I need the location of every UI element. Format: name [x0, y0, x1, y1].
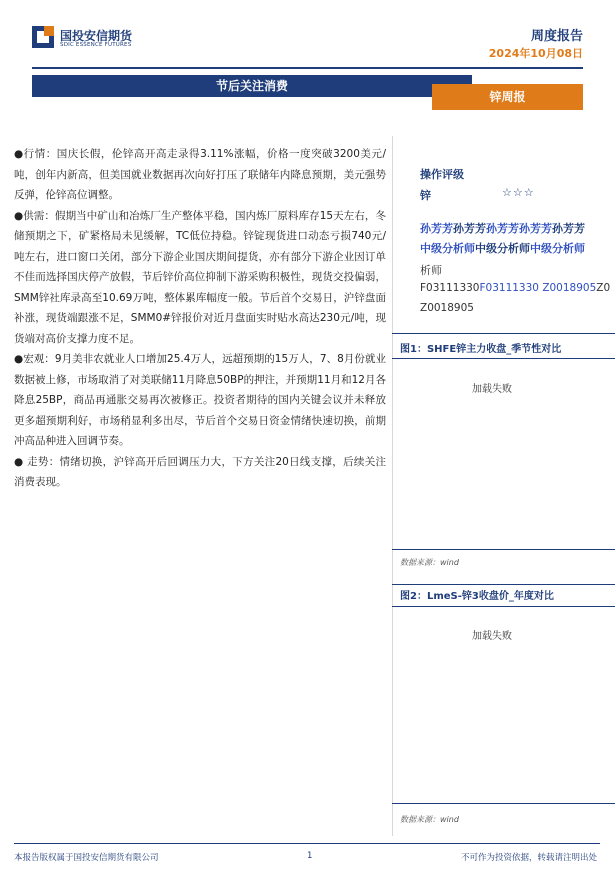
figure-2-source: 数据来源：wind	[400, 815, 459, 824]
analyst-title: 中级分析师	[475, 242, 530, 255]
paragraph-macro: ●宏观：9月美非农就业人口增加25.4万人，远超预期的15万人，7、8月份就业数据被上修，市场取消了对美联储11月降息50BP的押注，并预期11月和12月各降息25BP，商品再通胀交易再次被修正。投资者期待的国内关键会议并未释放更多超预期利好，市场稍显利多出尽，节后首个交易日资金情绪快速切换，前期冲高品种进入回调节奏。	[14, 353, 386, 447]
analyst-title-tail: 析师	[420, 264, 442, 277]
rating-title: 操作评级	[420, 168, 464, 181]
analyst-license: Z0018905	[542, 282, 597, 294]
figure-1-bottom-rule	[392, 549, 615, 550]
rating-label: 锌	[420, 189, 431, 202]
footer-copyright: 本报告版权属于国投安信期货有限公司	[14, 853, 159, 863]
analyst-license: Z0	[596, 282, 611, 294]
analyst-license: F03111330	[420, 282, 480, 294]
figure-2-top-rule	[392, 584, 615, 585]
analyst-license: F03111330	[479, 282, 539, 294]
footer-divider	[14, 843, 600, 844]
logo-chinese-name: 国投安信期货	[60, 29, 133, 43]
analyst-name: 孙芳芳	[453, 222, 486, 235]
header-divider	[32, 67, 583, 69]
analyst-license-line-2: Z0018905	[420, 302, 474, 314]
figure-1-source: 数据来源：wind	[400, 558, 459, 567]
analyst-name: 孙芳芳	[486, 222, 519, 235]
page-number: 1	[307, 851, 313, 861]
footer-disclaimer: 不可作为投资依据，转载请注明出处	[460, 853, 597, 863]
analyst-name: 孙芳芳	[519, 222, 552, 235]
rating-stars: ☆☆☆	[502, 186, 535, 199]
company-logo	[32, 26, 142, 52]
figure-2-load-failed: 加载失败	[472, 631, 512, 642]
figure-1-title: 图1：SHFE锌主力收盘_季节性对比	[400, 344, 562, 355]
figure-1-load-failed: 加载失败	[472, 384, 512, 395]
figure-1-top-rule	[392, 333, 615, 334]
sidebar-panel	[392, 136, 615, 836]
paragraph-supply-demand: ●供需：假期当中矿山和冶炼厂生产整体平稳，国内炼厂原料库存15天左右，冬储预期之下，矿紧格局未见缓解，TC低位持稳。锌锭现货进口动态亏损740元/吨左右，进口窗口关闭，部分下游企业国庆期间提货，亦有部分下游企业因订单不佳而选择国庆停产放假，节后锌价高位抑制下游采购积极性，现货交投偏弱，SMM锌社库录高至10.69万吨，整体累库幅度一般。节后首个交易日，沪锌盘面补涨，现货端跟涨不足，SMM0#锌报价对近月盘面实时贴水高达230元/吨，现货端对高价支撑力度不足。	[14, 209, 386, 345]
report-type: 周度报告	[530, 29, 583, 44]
paragraph-market: ●行情：国庆长假，伦锌高开高走录得3.11%涨幅，价格一度突破3200美元/吨，创年内新高，但美国就业数据再次向好打压了联储年内降息预期，美元强势反弹，伦锌高位调整。	[14, 148, 386, 201]
logo-english-name: SDIC ESSENCE FUTURES	[60, 42, 132, 48]
sidebar-divider	[392, 136, 393, 836]
paragraph-trend: ● 走势：情绪切换，沪锌高开后回调压力大，下方关注20日线支撑，后续关注消费表现。	[14, 455, 386, 488]
analyst-license-line	[420, 282, 610, 294]
report-category-tag: 锌周报	[432, 84, 583, 110]
figure-2-title: 图2：LmeS-锌3收盘价_年度对比	[400, 591, 554, 602]
report-body	[14, 144, 386, 493]
figure-2-bottom-rule	[392, 803, 615, 804]
logo-mark-icon	[32, 26, 54, 48]
analyst-title-line	[420, 240, 585, 256]
analyst-title: 中级分析师	[420, 242, 475, 255]
analyst-title: 中级分析师	[530, 242, 585, 255]
report-date: 2024年10月08日	[488, 47, 583, 60]
analyst-name-line	[420, 220, 585, 236]
analyst-name: 孙芳芳	[420, 222, 453, 235]
report-title-bar: 节后关注消费	[32, 75, 472, 97]
analyst-name: 孙芳芳	[552, 222, 585, 235]
figure-1-title-rule	[392, 358, 615, 359]
figure-2-title-rule	[392, 606, 615, 607]
